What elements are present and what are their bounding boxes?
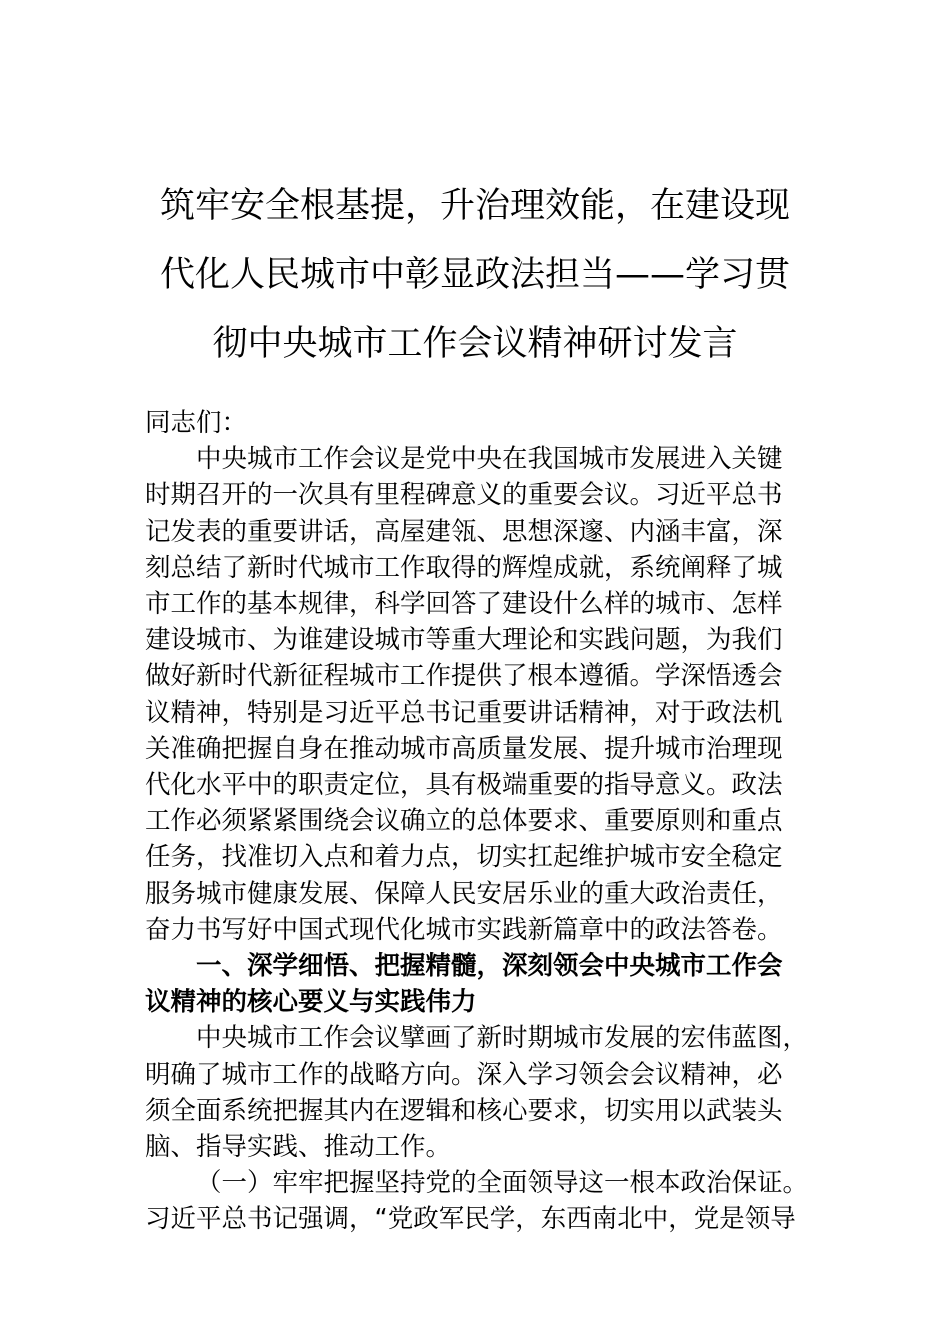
salutation-text: 同志们： bbox=[145, 408, 248, 438]
title-line-2: 代化人民城市中彰显政法担当——学习贯 bbox=[159, 255, 790, 295]
text-line: （一）牢牢把握坚持党的全面领导这一根本政治保证。 bbox=[196, 1168, 809, 1199]
title-line-1: 筑牢安全根基提，升治理效能，在建设现 bbox=[159, 186, 790, 226]
text-line: 代化水平中的职责定位，具有极端重要的指导意义。政法 bbox=[145, 770, 783, 801]
text-line: 做好新时代新征程城市工作提供了根本遵循。学深悟透会 bbox=[145, 661, 783, 692]
text-line: 建设城市、为谁建设城市等重大理论和实践问题，为我们 bbox=[145, 625, 783, 656]
text-line: 记发表的重要讲话，高屋建瓴、思想深邃、内涵丰富，深 bbox=[145, 516, 783, 547]
paragraph-subsection-1 bbox=[145, 1165, 810, 1237]
text-line: 关准确把握自身在推动城市高质量发展、提升城市治理现 bbox=[145, 733, 783, 764]
text-line: 中央城市工作会议擘画了新时期城市发展的宏伟蓝图， bbox=[196, 1023, 809, 1054]
heading-line: 一、深学细悟、把握精髓，深刻领会中央城市工作会 bbox=[196, 951, 783, 982]
title-line-3: 彻中央城市工作会议精神研讨发言 bbox=[212, 324, 738, 364]
section-heading-1 bbox=[145, 948, 810, 1020]
text-line: 刻总结了新时代城市工作取得的辉煌成就，系统阐释了城 bbox=[145, 552, 783, 583]
heading-line: 议精神的核心要义与实践伟力 bbox=[145, 987, 477, 1018]
text-line: 时期召开的一次具有里程碑意义的重要会议。习近平总书 bbox=[145, 480, 783, 511]
document-body bbox=[145, 405, 810, 1238]
text-line: 市工作的基本规律，科学回答了建设什么样的城市、怎样 bbox=[145, 589, 783, 620]
text-line: 明确了城市工作的战略方向。深入学习领会会议精神，必 bbox=[145, 1059, 783, 1090]
text-line: 服务城市健康发展、保障人民安居乐业的重大政治责任， bbox=[145, 878, 783, 909]
text-line: 议精神，特别是习近平总书记重要讲话精神，对于政法机 bbox=[145, 697, 783, 728]
salutation bbox=[145, 405, 810, 441]
text-line: 中央城市工作会议是党中央在我国城市发展进入关键 bbox=[196, 444, 783, 475]
paragraph-intro bbox=[145, 441, 810, 948]
text-line: 习近平总书记强调，“党政军民学，东西南北中，党是领导 bbox=[145, 1204, 796, 1235]
text-line: 工作必须紧紧围绕会议确立的总体要求、重要原则和重点 bbox=[145, 806, 783, 837]
document-title bbox=[140, 172, 810, 379]
text-line: 须全面系统把握其内在逻辑和核心要求，切实用以武装头 bbox=[145, 1095, 783, 1126]
paragraph-section-1 bbox=[145, 1020, 810, 1165]
text-line: 任务，找准切入点和着力点，切实扛起维护城市安全稳定 bbox=[145, 842, 783, 873]
text-line: 脑、指导实践、推动工作。 bbox=[145, 1132, 452, 1163]
text-line: 奋力书写好中国式现代化城市实践新篇章中的政法答卷。 bbox=[145, 914, 783, 945]
